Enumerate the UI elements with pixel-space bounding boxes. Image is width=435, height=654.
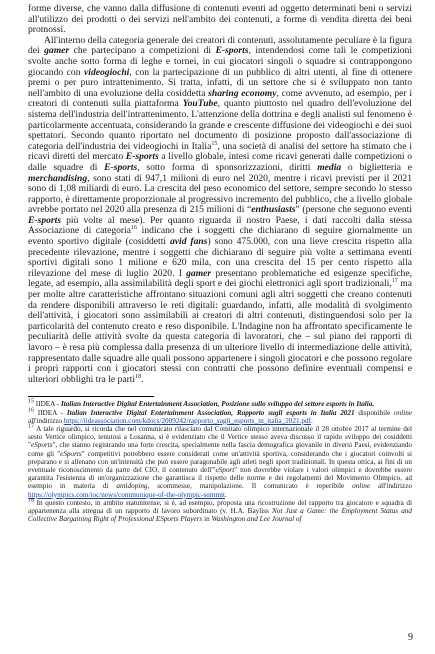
footnote-17-link[interactable]: https://olympics.com/ioc/news/communique-of-the-olympic-summit [28,490,226,499]
document-page [28,4,412,523]
footnote-ref-15: 15 [211,140,218,147]
footnote-ref-18: 18 [135,373,142,380]
paragraph-intro: forme diverse, che vanno dalla diffusione di contenuti eventi ad oggetto determinati beni o servizi all'utilizzo dei prodotti o dei servizi nell'ambito dei contenuti, a forme di vendita diretta dei beni promossi. [28,3,412,36]
footnote-15: $^{15}$ IIDEA - Italian Interactive Digital Entertainment Association, Posizione sullo sviluppo del settore esports in Italia. [28,398,375,409]
body-text [28,4,412,385]
footnote-17: $^{17}$ A tale riguardo, si ricorda che nel comunicato rilasciato dal Comitato olimpico internazionale il 28 ottobre 2017 al termine del sesto Vertice olimpico, tenutosi a Losanna, si è evidenziato che il Vertice stesso aveva discusso il rapido sviluppo dei cosiddetti "eSports", che stanno registrando una forte crescita, specialmente nella fascia demografica giovanile in diversi Paesi, evidenziando come gli "eSports" competitivi potrebbero essere considerati come un'attività sportiva, considerando che i giocatori coinvolti si preparano e si allenano con un'intensità che può essere paragonabile agli atleti negli sport tradizionali. In questa ottica, ai fini di un eventuale riconoscimento da parte del CIO, il contenuto dell'"eSport" non dovrebbe violare i valori olimpici e dovrebbe essere garantita l'esistenza di un'organizzazione che garantisca il rispetto delle norme e dei regolamenti del Movimento Olimpico, ad esempio in materia di antidoping, scommesse, manipolazione. Il comunicato è reperibile online all'indirizzo https://olympics.com/ioc/news/communique-of-the-olympic-summit. [28,423,413,499]
footnote-16: $^{16}$ IIDEA - Italian Interactive Digital Entertainment Association, Rapporto sugli esports in Italia 2021 disponibile online all'indirizzo https://iideassociation.com/kdocs/2009242/rapporto_sugli_esports_in_italia_2021.pdf. [28,407,412,425]
page-number: 9 [408,632,413,643]
footnote-18: $^{18}$ In questo contesto, in ambito statunitense, si è, ad esempio, proposta una ricostruzione del rapporto tra giocatore e squadra di appartenenza alla stregua di un rapporto di lavoro subordinato (v. H.A. Bayliss Not Just a Game: the Employment Status and Collective Bargaining Right of Professional ESports Players in Washington and Lee Journal of [28,497,412,524]
footnote-ref-17: 17 [391,278,398,285]
footnote-ref-16: 16 [131,225,138,232]
footnote-16-link[interactable]: https://iideassociation.com/kdocs/2009242/rapporto_sugli_esports_in_italia_2021.pdf [63,416,311,425]
footnotes [28,400,412,523]
footnote-separator [28,396,154,397]
paragraph-gamers: All'interno della categoria generale dei creatori di contenuti, assolutamente peculiare è la figura dei gamer che partecipano a competizioni di E-sports, intendendosi come tali le competizioni svolte anche sotto forma di leghe e tornei, in cui giocatori singoli o squadre si contrappongono giocando con videogiochi, con la partecipazione di un pubblico di altri utenti, al fine di ottenere premi o per puro intrattenimento. Si tratta, infatti, di un settore che si è sviluppato non tanto nell'ambito di una evoluzione della cosiddetta sharing economy, come avvenuto, ad esempio, per i creatori di contenuti sulla piattaforma YouTube, quanto piuttosto nel quadro dell'evoluzione del sistema dell'industria dell'intrattenimento. L'attenzione della dottrina e degli analisti sul fenomeno è particolarmente accentuata, considerando la grande e crescente diffusione dei videogiochi e dei suoi spettatori. Secondo quanto riportato nel documento di posizione proposto dall'associazione di categoria dell'industria dei videogiochi in Italia$^{15}$, una società di analisi del settore ha stimato che i ricavi diretti del mercato E-sports a livello globale, intesi come ricavi generati dalle competizioni o dalle squadre di E-sports, sotto forma di sponsorizzazioni, diritti media o biglietteria e merchandising, sono stati di 947,1 milioni di euro nel 2020, mentre i ricavi previsti per il 2021 sono di 1,08 miliardi di euro. La crescita del peso economico del settore, sempre secondo lo stesso rapporto, è direttamente proporzionale al progressivo incremento del pubblico, che a livello globale avrebbe portato nel 2020 alla presenza di 215 milioni di “enthusiasts” (persone che seguono eventi E-sports più volte al mese). Per quanto riguarda il nostro Paese, i dati raccolti dalla stessa Associazione di categoria$^{16}$ indicano che i soggetti che dichiarano di seguire giornalmente un evento sportivo digitale (cosiddetti avid fans) sono 475.000, con una lieve crescita rispetto alla precedente rilevazione, mentre i soggetti che dichiarano di seguire più volte a settimana eventi sportivi digitali sono 1 milione e 620 mila, con una crescita del 15 per cento rispetto alla rilevazione del mese di luglio 2020. I gamer presentano problematiche ed esigenze specifiche, legate, ad esempio, alla assimilabilità degli sport e dei giochi elettronici agli sport tradizionali,$^{17}$ ma per molte altre caratteristiche affrontano situazioni comuni agli altri soggetti che creano contenuti da rendere disponibili attraverso le reti digitali: guardando, infatti, alle modalità di svolgimento dell'attività, i giocatori sono assimilabili ai creatori di altri contenuti, distinguendosi solo per la particolarità del contenuto creato e reso disponibile. L'Indagine non ha affrontato specificamente le peculiarità delle attività svolte da questa categoria di lavoratori, che – sul piano dei rapporti di lavoro – è resa più complessa dalla presenza di un ulteriore livello di intermediazione delle attività, rappresentato dalle squadre alle quali possono appartenere i singoli giocatori e che possono regolare i propri rapporti con i giocatori stessi con contratti che possono definire eventuali compensi e ulteriori obblighi tra le parti$^{18}$. [28,34,413,385]
